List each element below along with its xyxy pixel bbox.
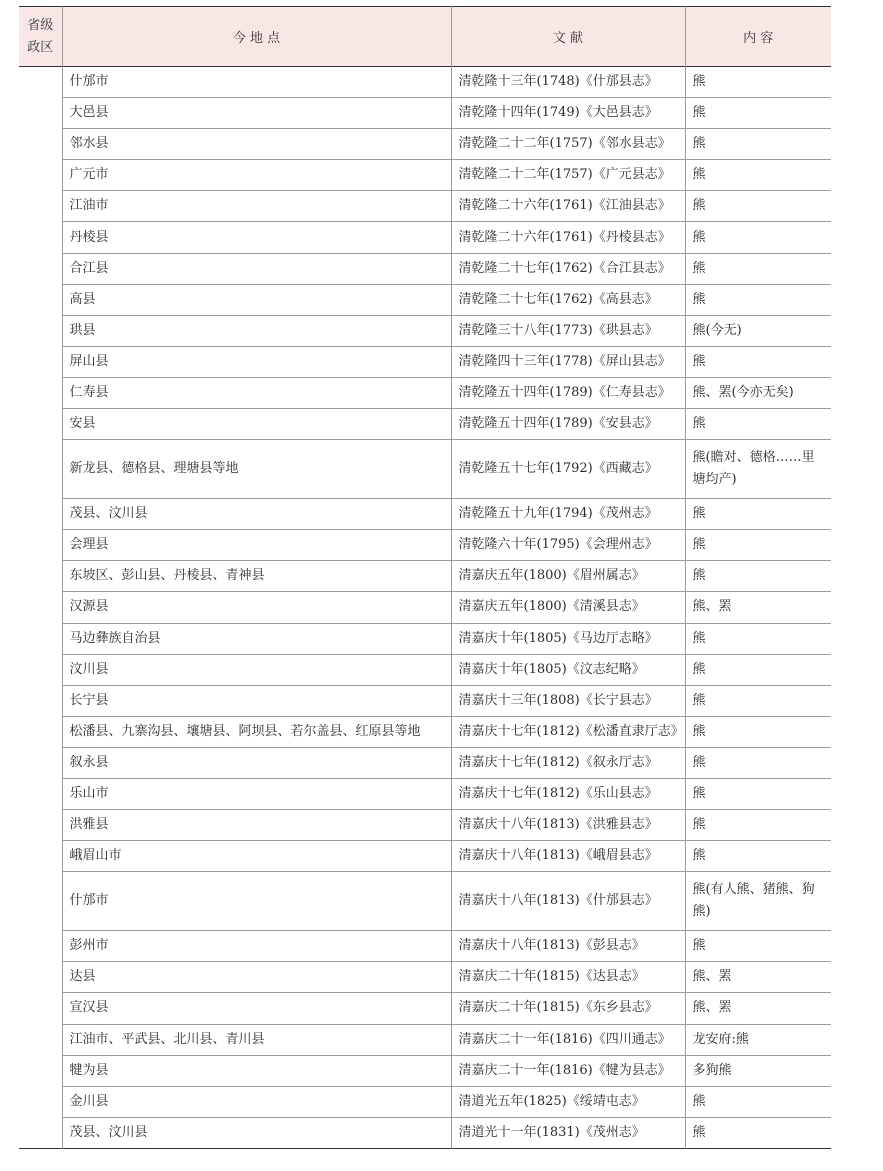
literature-cell: 清乾隆二十六年(1761)《江油县志》: [451, 191, 685, 222]
place-cell: 新龙县、德格县、理塘县等地: [62, 440, 451, 499]
place-cell: 洪雅县: [62, 810, 451, 841]
table-row: [19, 284, 831, 315]
literature-cell: 清嘉庆二十一年(1816)《四川通志》: [451, 1024, 685, 1055]
header-content: [685, 7, 831, 67]
header-province-label: 省级政区: [27, 17, 54, 55]
content-cell: 熊: [685, 685, 831, 716]
content-cell: 熊(有人熊、猪熊、狗熊): [685, 872, 831, 931]
table-row: [19, 841, 831, 872]
content-cell: 熊: [685, 931, 831, 962]
place-cell: 仁寿县: [62, 377, 451, 408]
content-cell: 熊: [685, 841, 831, 872]
content-cell: 熊: [685, 284, 831, 315]
place-cell: 高县: [62, 284, 451, 315]
content-cell: 熊: [685, 623, 831, 654]
literature-cell: 清乾隆二十二年(1757)《广元县志》: [451, 160, 685, 191]
place-cell: 什邡市: [62, 67, 451, 98]
place-cell: 安县: [62, 409, 451, 440]
table-row: [19, 191, 831, 222]
literature-cell: 清乾隆十四年(1749)《大邑县志》: [451, 98, 685, 129]
table-row: [19, 530, 831, 561]
table-row: [19, 377, 831, 408]
content-cell: 熊(瞻对、德格……里塘均产): [685, 440, 831, 499]
place-cell: 彭州市: [62, 931, 451, 962]
province-cell: [19, 67, 62, 1149]
literature-cell: 清嘉庆五年(1800)《眉州属志》: [451, 561, 685, 592]
content-cell: 熊: [685, 253, 831, 284]
content-cell: 熊: [685, 561, 831, 592]
literature-cell: 清乾隆二十七年(1762)《合江县志》: [451, 253, 685, 284]
place-cell: 茂县、汶川县: [62, 1117, 451, 1148]
content-cell: 熊、罴: [685, 962, 831, 993]
literature-cell: 清嘉庆二十年(1815)《东乡县志》: [451, 993, 685, 1024]
place-cell: 江油市: [62, 191, 451, 222]
content-cell: 熊: [685, 810, 831, 841]
literature-cell: 清乾隆六十年(1795)《会理州志》: [451, 530, 685, 561]
table-row: [19, 810, 831, 841]
literature-cell: 清嘉庆五年(1800)《清溪县志》: [451, 592, 685, 623]
literature-cell: 清嘉庆十八年(1813)《峨眉县志》: [451, 841, 685, 872]
table-row: [19, 315, 831, 346]
place-cell: 峨眉山市: [62, 841, 451, 872]
header-content-label: 内 容: [743, 31, 774, 46]
table-row: [19, 440, 831, 499]
place-cell: 金川县: [62, 1086, 451, 1117]
place-cell: 会理县: [62, 530, 451, 561]
content-cell: 熊: [685, 409, 831, 440]
place-cell: 邻水县: [62, 129, 451, 160]
table-row: [19, 346, 831, 377]
place-cell: 犍为县: [62, 1055, 451, 1086]
content-cell: 熊: [685, 129, 831, 160]
table-row: [19, 623, 831, 654]
table-row: [19, 98, 831, 129]
table-row: [19, 561, 831, 592]
content-cell: 熊、罴: [685, 993, 831, 1024]
place-cell: 达县: [62, 962, 451, 993]
content-cell: 熊: [685, 747, 831, 778]
header-place-label: 今 地 点: [232, 31, 281, 46]
table-row: [19, 1055, 831, 1086]
records-table: [19, 6, 831, 1149]
table-row: [19, 1024, 831, 1055]
content-cell: 多狗熊: [685, 1055, 831, 1086]
literature-cell: 清嘉庆十年(1805)《马边厅志略》: [451, 623, 685, 654]
place-cell: 茂县、汶川县: [62, 499, 451, 530]
literature-cell: 清乾隆五十九年(1794)《茂州志》: [451, 499, 685, 530]
table-row: [19, 931, 831, 962]
literature-cell: 清道光五年(1825)《绥靖屯志》: [451, 1086, 685, 1117]
literature-cell: 清乾隆五十七年(1792)《西藏志》: [451, 440, 685, 499]
table-row: [19, 1117, 831, 1148]
literature-cell: 清乾隆二十二年(1757)《邻水县志》: [451, 129, 685, 160]
page: [19, 6, 831, 1149]
literature-cell: 清嘉庆二十一年(1816)《犍为县志》: [451, 1055, 685, 1086]
literature-cell: 清乾隆五十四年(1789)《安县志》: [451, 409, 685, 440]
place-cell: 东坡区、彭山县、丹棱县、青神县: [62, 561, 451, 592]
content-cell: 熊: [685, 778, 831, 809]
place-cell: 汶川县: [62, 654, 451, 685]
table-row: [19, 592, 831, 623]
literature-cell: 清嘉庆十年(1805)《汶志纪略》: [451, 654, 685, 685]
content-cell: 熊: [685, 222, 831, 253]
place-cell: 长宁县: [62, 685, 451, 716]
literature-cell: 清乾隆二十七年(1762)《高县志》: [451, 284, 685, 315]
place-cell: 江油市、平武县、北川县、青川县: [62, 1024, 451, 1055]
place-cell: 合江县: [62, 253, 451, 284]
table-row: [19, 685, 831, 716]
literature-cell: 清嘉庆十八年(1813)《什邡县志》: [451, 872, 685, 931]
literature-cell: 清乾隆二十六年(1761)《丹棱县志》: [451, 222, 685, 253]
literature-cell: 清乾隆十三年(1748)《什邡县志》: [451, 67, 685, 98]
literature-cell: 清嘉庆十八年(1813)《洪雅县志》: [451, 810, 685, 841]
literature-cell: 清嘉庆二十年(1815)《达县志》: [451, 962, 685, 993]
table-row: [19, 654, 831, 685]
place-cell: 汉源县: [62, 592, 451, 623]
literature-cell: 清嘉庆十八年(1813)《彭县志》: [451, 931, 685, 962]
table-row: [19, 962, 831, 993]
table-body: [19, 67, 831, 1149]
content-cell: 熊、罴(今亦无矣): [685, 377, 831, 408]
content-cell: 龙安府:熊: [685, 1024, 831, 1055]
table-row: [19, 129, 831, 160]
content-cell: 熊: [685, 67, 831, 98]
literature-cell: 清嘉庆十七年(1812)《叙永厅志》: [451, 747, 685, 778]
content-cell: 熊: [685, 654, 831, 685]
literature-cell: 清嘉庆十三年(1808)《长宁县志》: [451, 685, 685, 716]
content-cell: 熊: [685, 1086, 831, 1117]
table-row: [19, 160, 831, 191]
place-cell: 乐山市: [62, 778, 451, 809]
place-cell: 广元市: [62, 160, 451, 191]
table-row: [19, 1086, 831, 1117]
table-row: [19, 222, 831, 253]
content-cell: 熊: [685, 1117, 831, 1148]
table-row: [19, 499, 831, 530]
literature-cell: 清乾隆三十八年(1773)《珙县志》: [451, 315, 685, 346]
content-cell: 熊、罴: [685, 592, 831, 623]
literature-cell: 清嘉庆十七年(1812)《乐山县志》: [451, 778, 685, 809]
literature-cell: 清嘉庆十七年(1812)《松潘直隶厅志》: [451, 716, 685, 747]
literature-cell: 清乾隆五十四年(1789)《仁寿县志》: [451, 377, 685, 408]
content-cell: 熊: [685, 716, 831, 747]
table-header: [19, 7, 831, 67]
place-cell: 屏山县: [62, 346, 451, 377]
table-row: [19, 716, 831, 747]
content-cell: 熊: [685, 98, 831, 129]
place-cell: 松潘县、九寨沟县、壤塘县、阿坝县、若尔盖县、红原县等地: [62, 716, 451, 747]
table-row: [19, 747, 831, 778]
header-province: [19, 7, 62, 67]
content-cell: 熊: [685, 191, 831, 222]
place-cell: 叙永县: [62, 747, 451, 778]
place-cell: 什邡市: [62, 872, 451, 931]
table-row: [19, 872, 831, 931]
content-cell: 熊(今无): [685, 315, 831, 346]
table-row: [19, 253, 831, 284]
content-cell: 熊: [685, 499, 831, 530]
table-row: [19, 409, 831, 440]
table-row: [19, 67, 831, 98]
content-cell: 熊: [685, 160, 831, 191]
place-cell: 丹棱县: [62, 222, 451, 253]
place-cell: 大邑县: [62, 98, 451, 129]
header-literature-label: 文 献: [552, 31, 584, 46]
content-cell: 熊: [685, 346, 831, 377]
header-place: [62, 7, 451, 67]
table-row: [19, 993, 831, 1024]
place-cell: 宣汉县: [62, 993, 451, 1024]
content-cell: 熊: [685, 530, 831, 561]
table-row: [19, 778, 831, 809]
header-literature: [451, 7, 685, 67]
place-cell: 珙县: [62, 315, 451, 346]
literature-cell: 清道光十一年(1831)《茂州志》: [451, 1117, 685, 1148]
literature-cell: 清乾隆四十三年(1778)《屏山县志》: [451, 346, 685, 377]
place-cell: 马边彝族自治县: [62, 623, 451, 654]
